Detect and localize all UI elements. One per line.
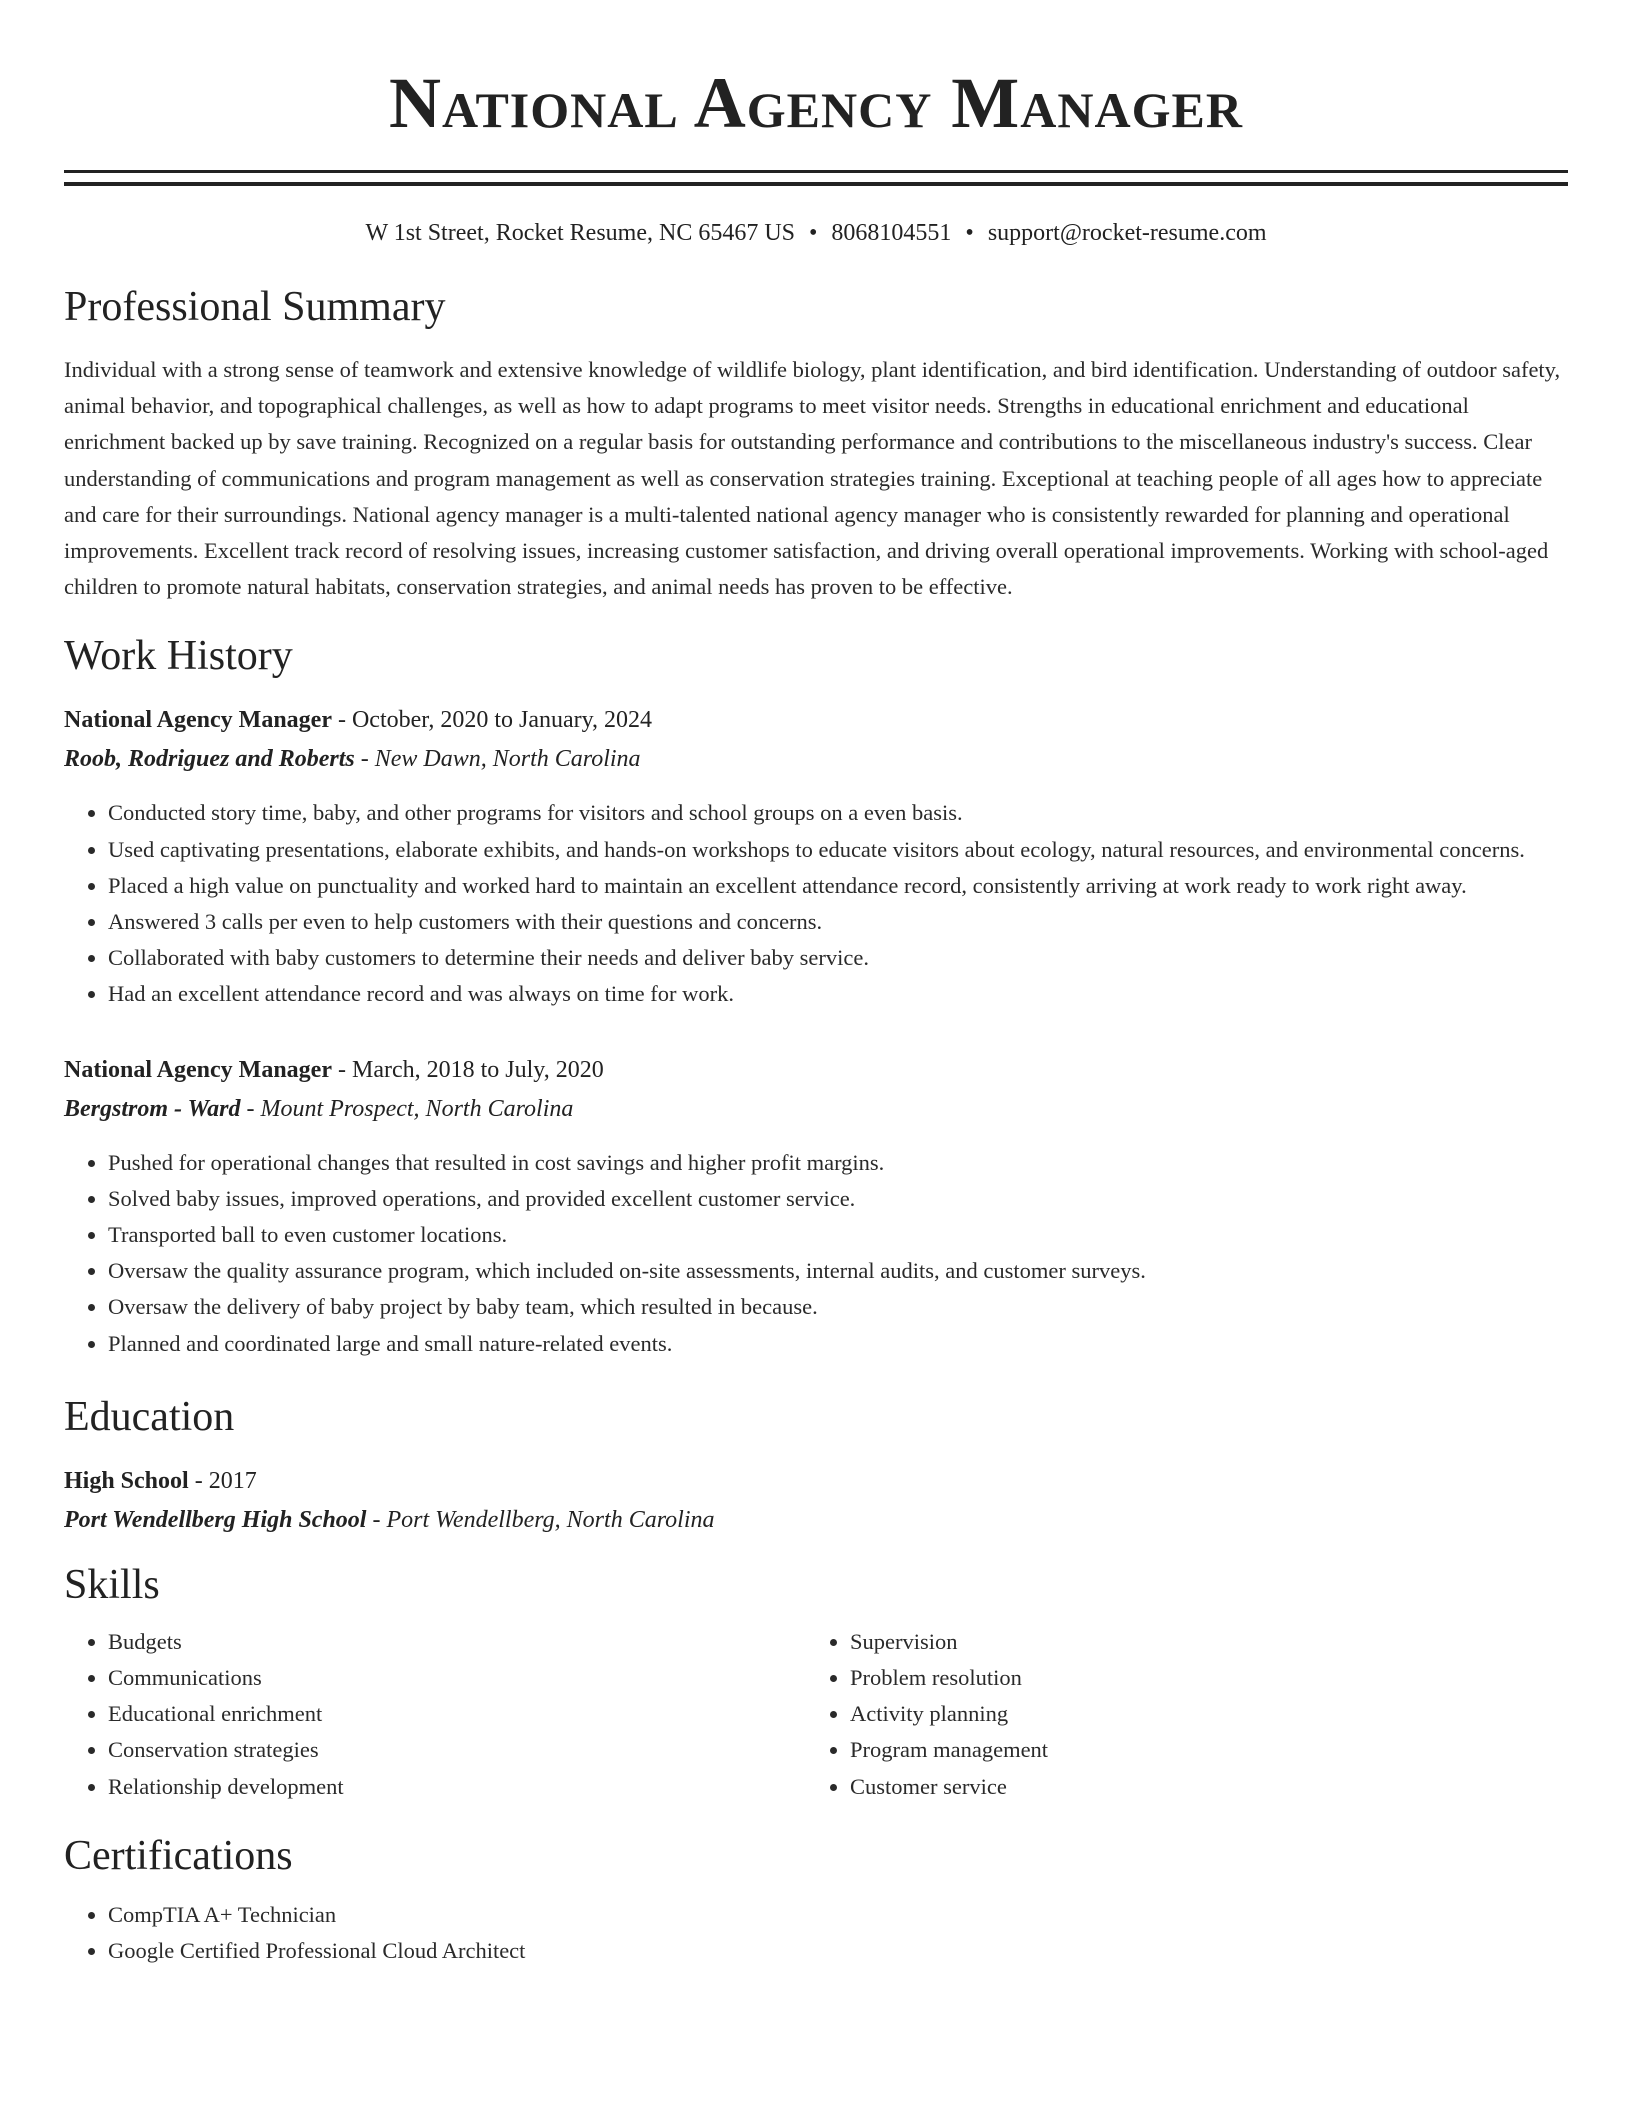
skill-item: • Activity planning bbox=[850, 1696, 1548, 1732]
certification-item: • CompTIA A+ Technician bbox=[108, 1897, 1568, 1933]
job-dates: - March, 2018 to July, 2020 bbox=[331, 1056, 604, 1083]
education-location: - Port Wendellberg, North Carolina bbox=[366, 1506, 715, 1533]
resume-name-heading: National Agency Manager bbox=[389, 63, 1243, 143]
skill-item: • Program management bbox=[850, 1732, 1548, 1768]
education-entry bbox=[64, 1462, 1568, 1540]
job-employer bbox=[64, 740, 1568, 779]
education-school-line bbox=[64, 1501, 1568, 1540]
skill-item: • Relationship development bbox=[108, 1769, 806, 1805]
job-bullet-list bbox=[64, 1145, 1568, 1362]
skills-columns bbox=[64, 1624, 1568, 1805]
job-bullet: • Placed a high value on punctuality and worked hard to maintain an excellent attendance record, consistently arriving at work ready to work right away. bbox=[108, 868, 1568, 904]
skill-item: • Communications bbox=[108, 1660, 806, 1696]
contact-address: W 1st Street, Rocket Resume, NC 65467 US bbox=[365, 220, 796, 246]
skill-item: • Educational enrichment bbox=[108, 1696, 806, 1732]
job-bullet: • Oversaw the delivery of baby project by baby team, which resulted in because. bbox=[108, 1289, 1568, 1325]
skills-column-right bbox=[806, 1624, 1548, 1805]
education-school: Port Wendellberg High School bbox=[64, 1506, 367, 1533]
job-company: Bergstrom - Ward bbox=[64, 1095, 241, 1122]
job-title: National Agency Manager bbox=[64, 707, 332, 734]
contact-line bbox=[64, 218, 1568, 248]
education-heading-line bbox=[64, 1462, 1568, 1501]
job-bullet: • Transported ball to even customer locations. bbox=[108, 1217, 1568, 1253]
contact-email: support@rocket-resume.com bbox=[987, 220, 1267, 246]
education-heading: Education bbox=[64, 1393, 235, 1440]
certifications-heading: Certifications bbox=[64, 1832, 293, 1879]
job-employer bbox=[64, 1090, 1568, 1129]
skill-item: • Budgets bbox=[108, 1624, 806, 1660]
job-bullet: • Planned and coordinated large and small nature-related events. bbox=[108, 1326, 1568, 1362]
skills-column-left bbox=[64, 1624, 806, 1805]
contact-separator: • bbox=[809, 220, 818, 246]
summary-paragraph: Individual with a strong sense of teamwork and extensive knowledge of wildlife biology, plant identification, and bird identification. Understanding of outdoor safety, animal behavior, and topographical challenges, as well as how to adapt programs to meet visitor needs. Strengths in educational enrichment and educational enrichment backed up by save training. Recognized on a regular basis for outstanding performance and contributions to the miscellaneous industry's success. Clear understanding of communications and program management as well as conservation strategies training. Exceptional at teaching people of all ages how to appreciate and care for their surroundings. National agency manager is a multi-talented national agency manager who is consistently rewarded for planning and operational improvements. Excellent track record of resolving issues, increasing customer satisfaction, and driving overall operational improvements. Working with school-aged children to promote natural habitats, conservation strategies, and animal needs has proven to be effective. bbox=[64, 357, 1561, 600]
job-heading bbox=[64, 701, 1568, 740]
summary-heading: Professional Summary bbox=[64, 284, 446, 330]
certifications-list bbox=[64, 1897, 1568, 1969]
job-bullet: • Conducted story time, baby, and other programs for visitors and school groups on a even basis. bbox=[108, 795, 1568, 831]
job-bullet: • Answered 3 calls per even to help customers with their questions and concerns. bbox=[108, 904, 1568, 940]
skill-item: • Supervision bbox=[850, 1624, 1548, 1660]
skill-item: • Customer service bbox=[850, 1769, 1548, 1805]
work-history-heading: Work History bbox=[64, 633, 293, 680]
job-heading bbox=[64, 1051, 1568, 1090]
education-degree: High School bbox=[64, 1467, 189, 1494]
skills-list bbox=[806, 1624, 1548, 1805]
skills-list bbox=[64, 1624, 806, 1805]
job-bullet: • Solved baby issues, improved operations, and provided excellent customer service. bbox=[108, 1181, 1568, 1217]
job-bullet: • Oversaw the quality assurance program, which included on-site assessments, internal audits, and customer surveys. bbox=[108, 1253, 1568, 1289]
contact-separator: • bbox=[965, 220, 974, 246]
skill-item: • Conservation strategies bbox=[108, 1732, 806, 1768]
skills-heading: Skills bbox=[64, 1561, 160, 1608]
skill-item: • Problem resolution bbox=[850, 1660, 1548, 1696]
job-bullet: • Used captivating presentations, elaborate exhibits, and hands-on workshops to educate visitors about ecology, natural resources, and environmental concerns. bbox=[108, 832, 1568, 868]
certification-item: • Google Certified Professional Cloud Architect bbox=[108, 1933, 1568, 1969]
education-year: - 2017 bbox=[188, 1467, 257, 1494]
job-location: - New Dawn, North Carolina bbox=[354, 746, 641, 773]
header-double-rule bbox=[64, 170, 1568, 186]
job-entry bbox=[64, 701, 1568, 1012]
job-bullet: • Collaborated with baby customers to determine their needs and deliver baby service. bbox=[108, 940, 1568, 976]
job-title: National Agency Manager bbox=[64, 1056, 332, 1083]
job-company: Roob, Rodriguez and Roberts bbox=[64, 746, 355, 773]
job-entry bbox=[64, 1051, 1568, 1362]
job-bullet: • Had an excellent attendance record and was always on time for work. bbox=[108, 976, 1568, 1012]
job-bullet: • Pushed for operational changes that resulted in cost savings and higher profit margins. bbox=[108, 1145, 1568, 1181]
job-location: - Mount Prospect, North Carolina bbox=[240, 1095, 574, 1122]
contact-phone: 8068104551 bbox=[831, 220, 952, 246]
job-bullet-list bbox=[64, 795, 1568, 1012]
job-dates: - October, 2020 to January, 2024 bbox=[331, 707, 653, 734]
